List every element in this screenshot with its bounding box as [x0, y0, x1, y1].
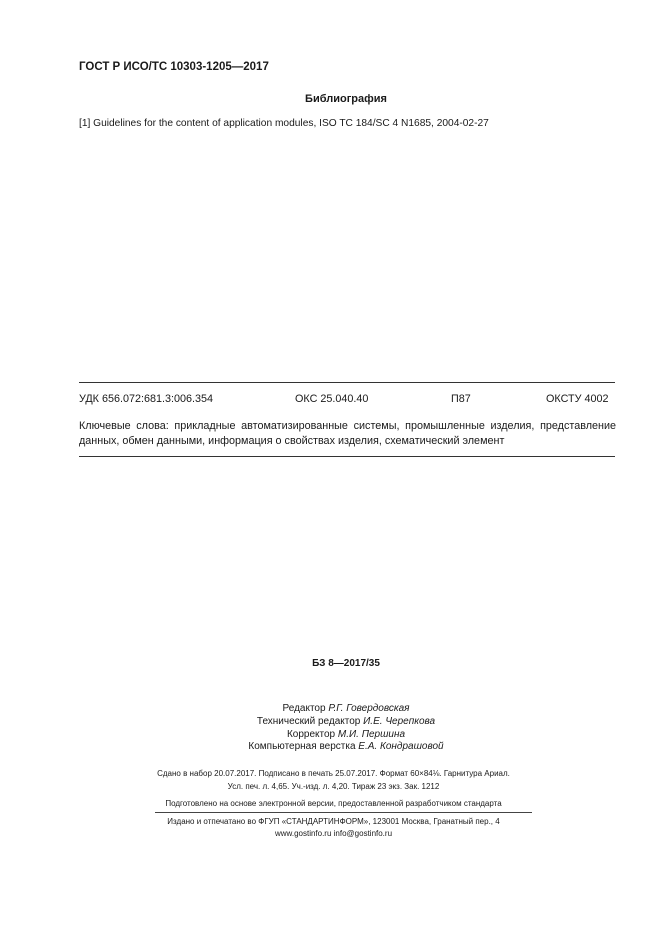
- imprint-divider: [155, 812, 532, 813]
- keywords-text: Ключевые слова: прикладные автоматизированные системы, промышленные изделия, представление данных, обмен данными, информация о свойствах изделия, схематический элемент: [79, 420, 616, 447]
- editor-role: Редактор: [282, 703, 326, 714]
- layout-name: Е.А. Кондрашовой: [358, 741, 444, 752]
- print-details-line2: Усл. печ. л. 4,65. Уч.-изд. л. 4,20. Тираж 23 экз. Зак. 1212: [227, 782, 440, 791]
- bottom-divider: [79, 456, 615, 457]
- publisher-web: www.gostinfo.ru info@gostinfo.ru: [274, 829, 393, 838]
- layout-role: Компьютерная верстка: [248, 741, 356, 752]
- publisher-line: Издано и отпечатано во ФГУП «СТАНДАРТИНФОРМ», 123001 Москва, Гранатный пер., 4: [167, 817, 500, 826]
- group-code: П87: [451, 393, 471, 405]
- bibliography-entry: [1] Guidelines for the content of application modules, ISO TC 184/SC 4 N1685, 2004-02-27: [79, 118, 489, 129]
- prepared-note: Подготовлено на основе электронной версии, предоставленной разработчиком стандарта: [165, 799, 502, 808]
- corrector-credit: [0, 729, 661, 740]
- oks-code: ОКС 25.040.40: [295, 393, 369, 405]
- layout-credit: [0, 741, 661, 752]
- tech-editor-role: Технический редактор: [256, 716, 361, 727]
- corrector-name: М.И. Першина: [337, 729, 406, 740]
- udk-code: УДК 656.072:681.3:006.354: [79, 393, 214, 405]
- document-code: ГОСТ Р ИСО/ТС 10303-1205—2017: [79, 61, 269, 73]
- top-divider: [79, 382, 615, 383]
- corrector-role: Корректор: [286, 729, 336, 740]
- bz-number: БЗ 8—2017/35: [312, 658, 380, 669]
- bibliography-title: Библиография: [305, 93, 387, 105]
- editor-credit: [0, 703, 661, 714]
- okstu-code: ОКСТУ 4002: [546, 393, 609, 405]
- tech-editor-credit: [0, 716, 661, 727]
- tech-editor-name: И.Е. Черепкова: [363, 716, 436, 727]
- editor-name: Р.Г. Говердовская: [328, 703, 410, 714]
- print-details-line1: Сдано в набор 20.07.2017. Подписано в печать 25.07.2017. Формат 60×84⅛. Гарнитура Ариал.: [157, 769, 510, 778]
